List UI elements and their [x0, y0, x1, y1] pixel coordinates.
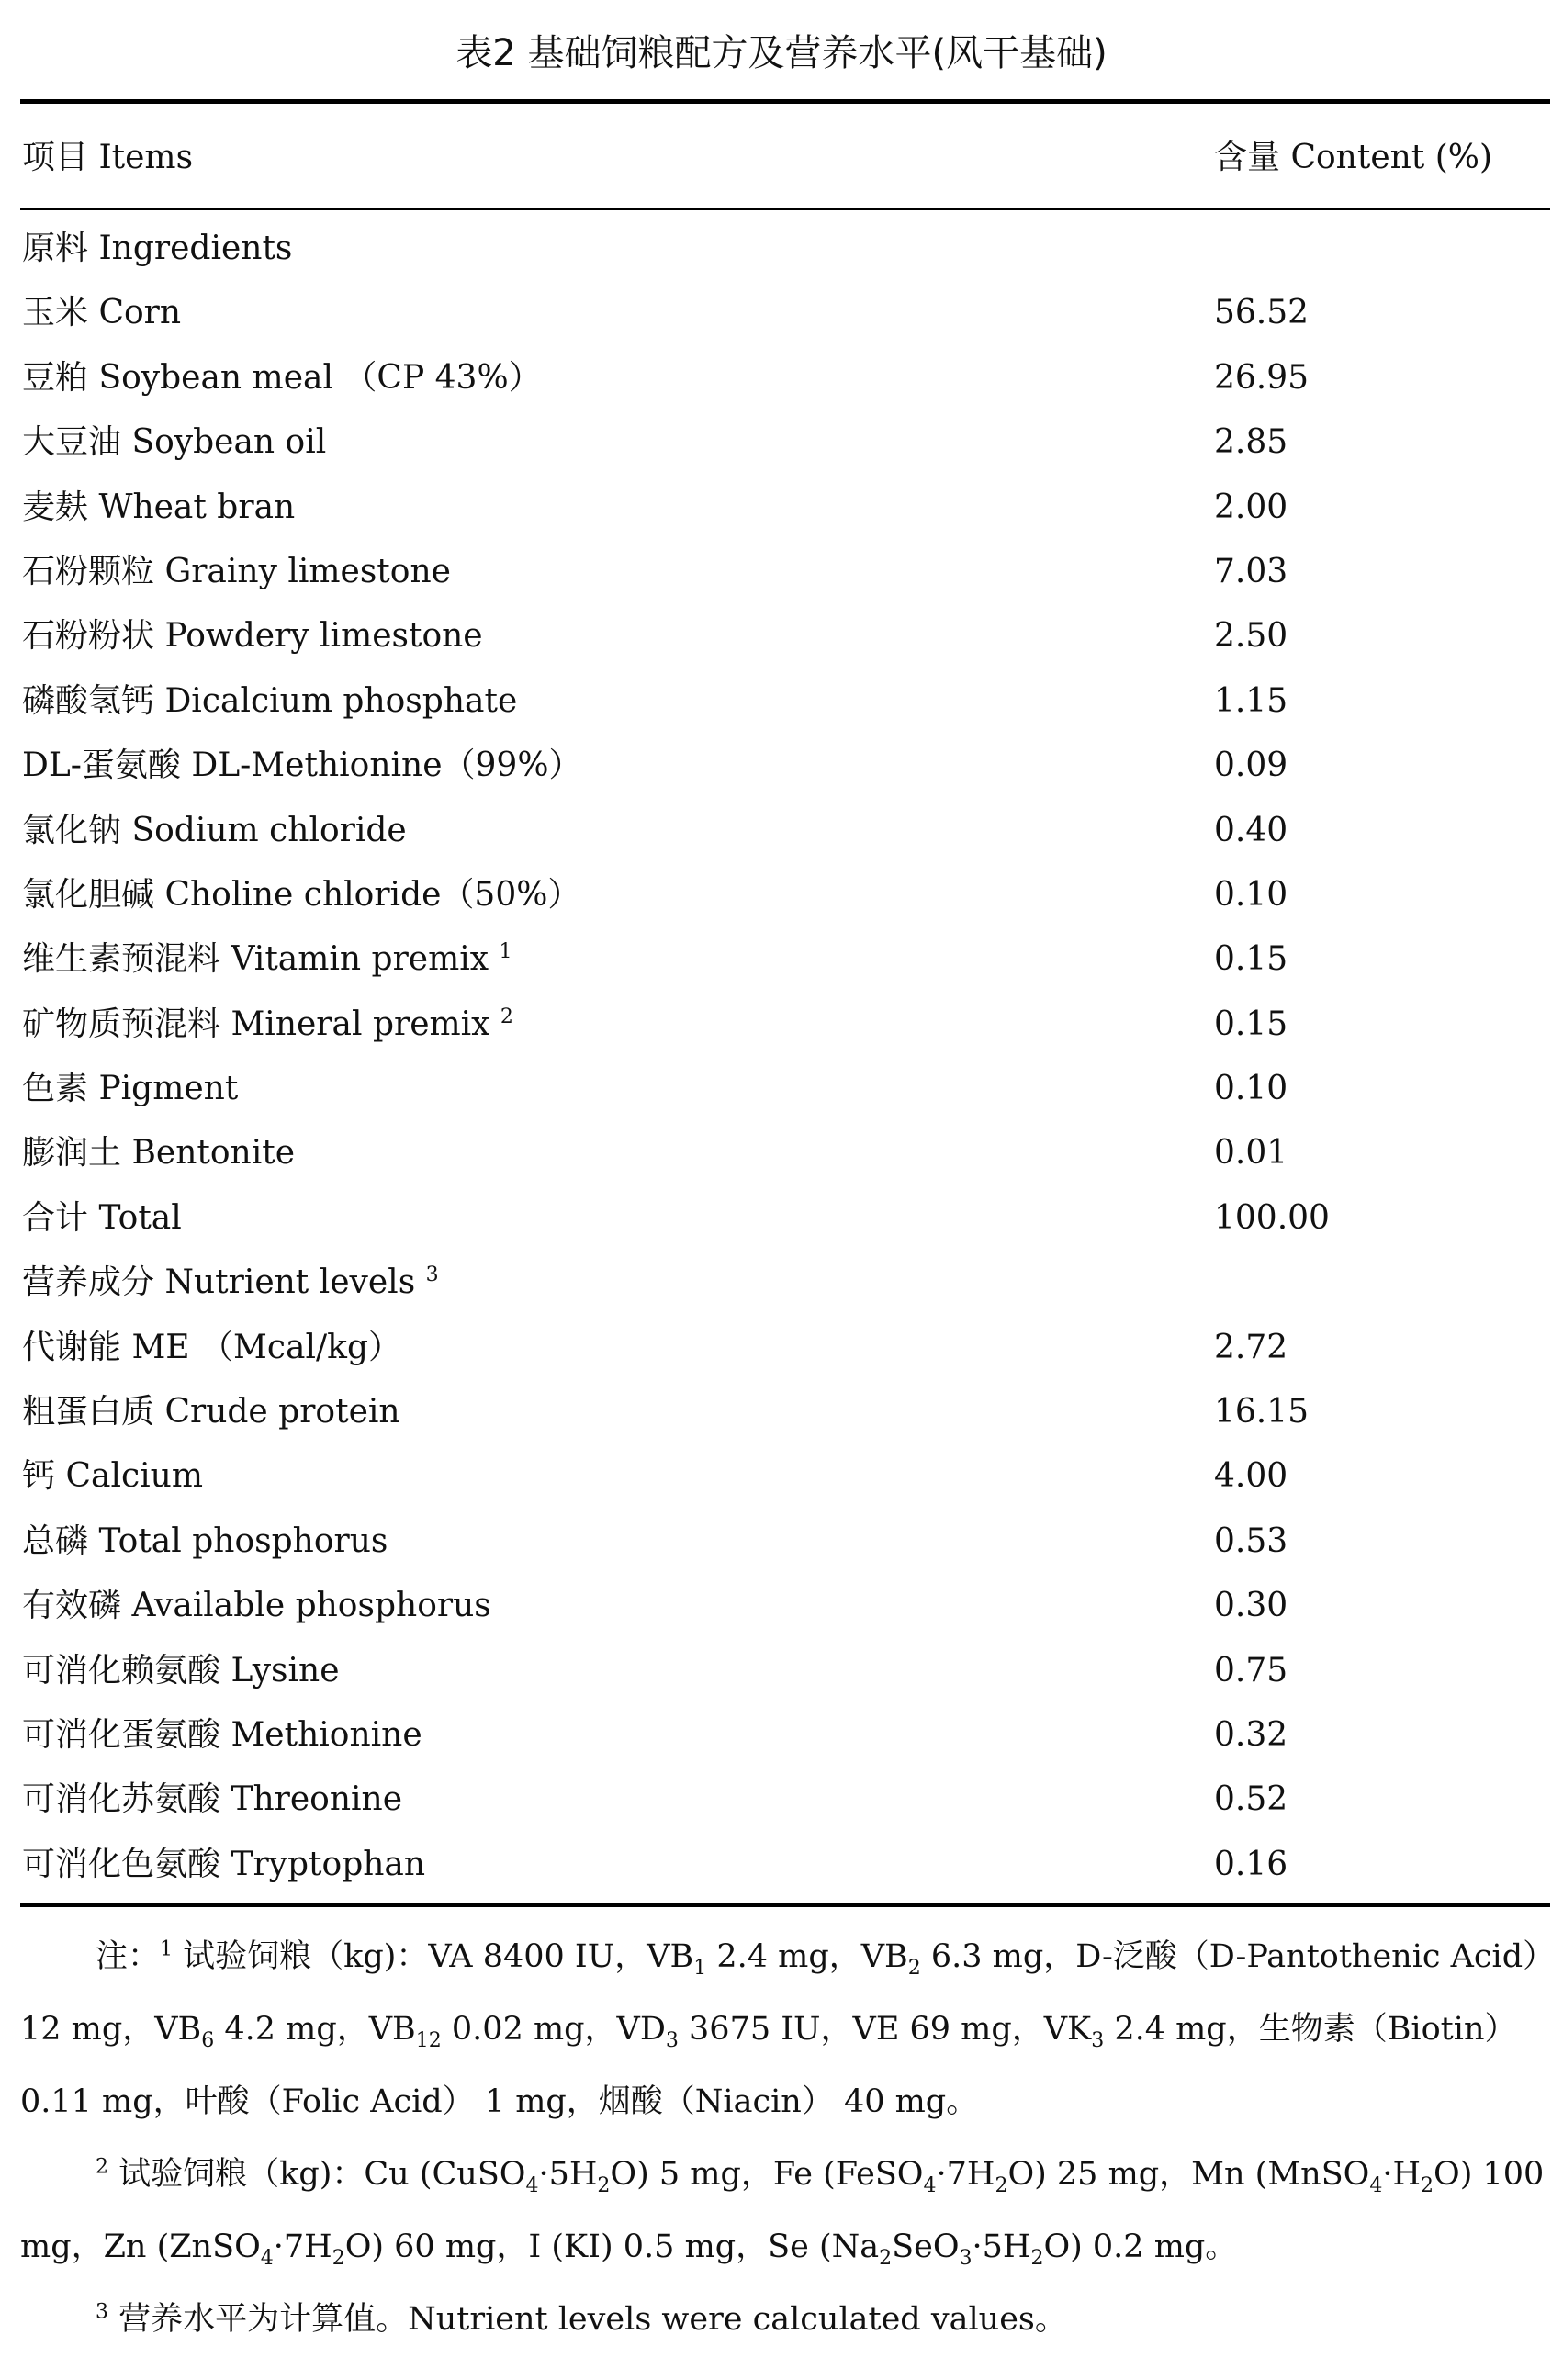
row-value: 2.50	[1214, 617, 1288, 656]
note-text: O) 100 mg，Zn (ZnSO	[20, 2156, 1545, 2265]
row-item-text: 氯化胆碱 Choline chloride（50%）	[22, 875, 581, 914]
header-rule	[20, 208, 1550, 210]
note-text: 营养水平为计算值。Nutrient levels were calculated values。	[108, 2301, 1067, 2338]
note-text: ·7H	[936, 2156, 995, 2193]
row-item-text: 麦麸 Wheat bran	[22, 488, 296, 526]
row-item	[22, 993, 513, 1057]
note-subscript: 4	[525, 2174, 539, 2197]
note-text: 试验饲粮（kg)：Cu (CuSO	[108, 2156, 526, 2193]
table-row	[20, 1833, 1550, 1897]
row-item-text: 粗蛋白质 Crude protein	[22, 1393, 400, 1431]
table-row	[20, 410, 1550, 475]
row-item	[22, 1251, 439, 1315]
note-text: 4.2 mg，VB	[214, 2011, 416, 2048]
row-item	[22, 1186, 182, 1251]
note-text: 2.4 mg，VB	[706, 1938, 908, 1975]
row-item-text: 大豆油 Soybean oil	[22, 423, 327, 462]
row-value: 0.15	[1214, 1005, 1288, 1043]
note-superscript: 2	[96, 2155, 108, 2179]
table-row	[20, 927, 1550, 992]
note-subscript: 2	[879, 2247, 893, 2270]
row-item-text: 矿物质预混料 Mineral premix	[22, 1005, 490, 1043]
row-item-text: 色素 Pigment	[22, 1070, 239, 1108]
row-item	[22, 1639, 340, 1703]
row-item	[22, 1833, 425, 1897]
row-value: 0.75	[1214, 1651, 1288, 1690]
row-value: 0.30	[1214, 1587, 1288, 1625]
row-item	[22, 1057, 238, 1121]
table-row	[20, 1251, 1550, 1315]
note-text: O) 25 mg，Mn (MnSO	[1007, 2156, 1370, 2193]
row-value: 0.10	[1214, 1070, 1288, 1108]
row-value: 0.15	[1214, 940, 1288, 979]
table-row	[20, 1768, 1550, 1832]
note-text: 注：	[96, 1938, 161, 1975]
row-value: 56.52	[1214, 294, 1310, 332]
note-text: ·5H	[972, 2228, 1031, 2265]
note-subscript: 4	[260, 2247, 274, 2270]
row-item	[22, 1316, 401, 1380]
row-item-text: 氯化钠 Sodium chloride	[22, 811, 407, 849]
note-1	[20, 1921, 1550, 2139]
note-text: ·7H	[273, 2228, 332, 2265]
row-value: 26.95	[1214, 358, 1310, 397]
note-subscript: 3	[665, 2029, 679, 2052]
row-value: 16.15	[1214, 1393, 1310, 1431]
row-item-text: 玉米 Corn	[22, 294, 182, 332]
row-item-text: DL-蛋氨酸 DL-Methionine（99%）	[22, 747, 582, 785]
row-item	[22, 863, 580, 927]
row-item-text: 石粉粉状 Powdery limestone	[22, 617, 483, 656]
note-subscript: 12	[415, 2029, 442, 2052]
note-superscript: 1	[160, 1937, 174, 1961]
row-item-text: 可消化蛋氨酸 Methionine	[22, 1715, 422, 1754]
note-subscript: 4	[923, 2174, 937, 2197]
row-item	[22, 281, 181, 345]
row-item	[22, 1703, 422, 1768]
row-item-text: 营养成分 Nutrient levels	[22, 1263, 416, 1302]
row-item-text: 磷酸氢钙 Dicalcium phosphate	[22, 681, 518, 720]
note-text: O) 0.2 mg。	[1043, 2228, 1238, 2265]
row-item-text: 维生素预混料 Vitamin premix	[22, 940, 489, 979]
note-superscript: 3	[96, 2300, 108, 2324]
table-row	[20, 1121, 1550, 1185]
header-content: 含量 Content (%)	[1214, 139, 1493, 176]
row-value: 4.00	[1214, 1457, 1288, 1496]
row-value: 0.40	[1214, 811, 1288, 849]
row-item-text: 可消化赖氨酸 Lysine	[22, 1651, 340, 1690]
row-item-text: 膨润土 Bentonite	[22, 1134, 296, 1173]
row-item-text: 原料 Ingredients	[22, 230, 293, 267]
row-item-text: 代谢能 ME （Mcal/kg）	[22, 1328, 402, 1366]
note-text: SeO	[892, 2228, 960, 2265]
row-value: 0.32	[1214, 1715, 1288, 1754]
bottom-rule	[20, 1903, 1550, 1907]
note-text: 6.3 mg，D-泛酸（D-Pantothenic Acid）12 mg，VB	[20, 1938, 1539, 2048]
row-item-text: 可消化色氨酸 Tryptophan	[22, 1845, 426, 1883]
note-subscript: 2	[597, 2174, 611, 2197]
header-items: 项目 Items	[22, 139, 194, 176]
note-2	[20, 2139, 1550, 2284]
row-item-text: 合计 Total	[22, 1198, 182, 1237]
table-row	[20, 540, 1550, 604]
row-item	[22, 669, 517, 734]
table-row	[20, 1639, 1550, 1703]
row-item	[22, 410, 326, 475]
row-item-text: 石粉颗粒 Grainy limestone	[22, 552, 451, 590]
row-value: 0.52	[1214, 1780, 1288, 1819]
table-row	[20, 217, 1550, 281]
row-value: 7.03	[1214, 552, 1288, 590]
table-row	[20, 1186, 1550, 1251]
row-value: 0.01	[1214, 1134, 1288, 1173]
note-3	[20, 2284, 1550, 2356]
note-text: O) 5 mg，Fe (FeSO	[610, 2156, 924, 2193]
table-row	[20, 993, 1550, 1057]
row-value: 0.10	[1214, 875, 1288, 914]
table-row	[20, 1510, 1550, 1574]
row-item	[22, 1380, 400, 1444]
note-text: ·H	[1382, 2156, 1422, 2193]
note-text: ·5H	[538, 2156, 598, 2193]
row-value: 0.09	[1214, 747, 1288, 785]
top-rule	[20, 99, 1550, 104]
table-row	[20, 346, 1550, 410]
table-row	[20, 669, 1550, 734]
note-subscript: 2	[1030, 2247, 1044, 2270]
row-item-text: 总磷 Total phosphorus	[22, 1521, 388, 1560]
row-item-text: 可消化苏氨酸 Threonine	[22, 1780, 403, 1819]
row-item	[22, 476, 295, 540]
row-item-text: 有效磷 Available phosphorus	[22, 1587, 491, 1625]
row-item	[22, 927, 512, 992]
note-subscript: 2	[907, 1957, 921, 1980]
row-item	[22, 1768, 402, 1832]
table-row	[20, 604, 1550, 668]
table-row	[20, 476, 1550, 540]
table-row	[20, 1380, 1550, 1444]
table-body	[20, 217, 1550, 1897]
row-item	[22, 540, 451, 604]
note-text: 试验饲粮（kg)：VA 8400 IU，VB	[173, 1938, 694, 1975]
note-text: 3675 IU，VE 69 mg，VK	[678, 2011, 1092, 2048]
note-text: 2.4 mg，生物素（Biotin）0.11 mg，叶酸（Folic Acid） 1 mg，烟酸（Niacin） 40 mg。	[20, 2011, 1517, 2120]
row-item	[22, 799, 407, 863]
note-subscript: 2	[1421, 2174, 1434, 2197]
row-value: 2.00	[1214, 488, 1288, 526]
row-item	[22, 734, 582, 798]
row-item	[22, 346, 542, 410]
table-row	[20, 1057, 1550, 1121]
footnote-marker: 3	[425, 1263, 439, 1287]
row-item	[22, 1444, 203, 1509]
row-item-text: 钙 Calcium	[22, 1457, 203, 1496]
note-subscript: 4	[1369, 2174, 1383, 2197]
table-row	[20, 281, 1550, 345]
note-text: O) 60 mg，I (KI) 0.5 mg，Se (Na	[344, 2228, 880, 2265]
table-caption: 表2 基础饲粮配方及营养水平(风干基础)	[455, 32, 1108, 74]
note-subscript: 2	[995, 2174, 1008, 2197]
table-header	[20, 129, 1550, 187]
row-value: 2.72	[1214, 1328, 1288, 1366]
row-value: 2.85	[1214, 423, 1288, 462]
row-value: 100.00	[1214, 1198, 1330, 1237]
note-subscript: 1	[693, 1957, 707, 1980]
row-item	[22, 604, 483, 668]
table-row	[20, 1574, 1550, 1638]
note-subscript: 3	[1091, 2029, 1105, 2052]
table-row	[20, 1444, 1550, 1509]
note-subscript: 2	[332, 2247, 345, 2270]
table-notes	[20, 1921, 1550, 2356]
table-row	[20, 863, 1550, 927]
table-row	[20, 799, 1550, 863]
row-item	[22, 1574, 491, 1638]
note-subscript: 3	[959, 2247, 973, 2270]
note-subscript: 6	[201, 2029, 215, 2052]
row-item	[22, 1510, 388, 1574]
footnote-marker: 2	[500, 1005, 513, 1028]
row-value: 0.16	[1214, 1845, 1288, 1883]
row-item	[22, 1121, 295, 1185]
row-value: 1.15	[1214, 681, 1288, 720]
table-row	[20, 1703, 1550, 1768]
table-row	[20, 1316, 1550, 1380]
table-row	[20, 734, 1550, 798]
row-value: 0.53	[1214, 1521, 1288, 1560]
row-item-text: 豆粕 Soybean meal （CP 43%）	[22, 358, 542, 397]
row-item	[22, 217, 292, 281]
footnote-marker: 1	[499, 940, 512, 964]
note-text: 0.02 mg，VD	[441, 2011, 666, 2048]
